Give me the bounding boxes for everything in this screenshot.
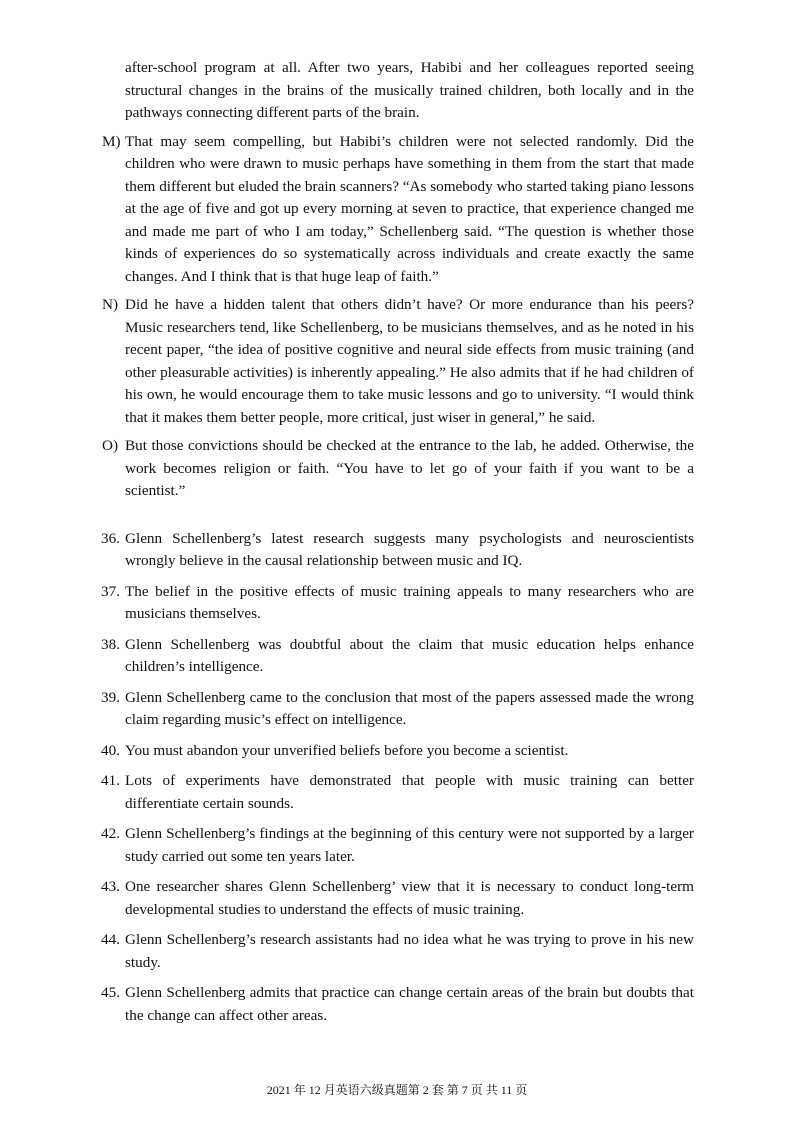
question-text: Glenn Schellenberg’s latest research suggests many psychologists and neuroscientists wrongly believe in the causal relationship between music and IQ. <box>125 529 694 569</box>
question-number: 44. <box>101 931 120 948</box>
question-41 <box>101 770 694 815</box>
question-number: 36. <box>101 529 120 547</box>
question-number: 40. <box>101 741 120 759</box>
question-number: 38. <box>101 635 120 653</box>
question-text: Glenn Schellenberg’s findings at the beginning of this century were not supported by a larger study carried out some ten years later. <box>125 825 694 865</box>
question-42 <box>101 823 694 868</box>
paragraph-o <box>102 435 694 503</box>
passage-continuation: after-school program at all. After two years, Habibi and her colleagues reported seeing structural changes in the brains of the musically trained children, both locally and in the pathways connecting different parts of the brain. <box>125 59 694 121</box>
question-text: Glenn Schellenberg came to the conclusion that most of the papers assessed made the wrong claim regarding music’s effect on intelligence. <box>125 688 694 728</box>
question-number: 42. <box>101 825 120 842</box>
paragraph-n <box>102 294 694 429</box>
question-number: 45. <box>101 984 120 1001</box>
paragraph-text: Did he have a hidden talent that others didn’t have? Or more endurance than his peers? Music researchers tend, like Schellenberg, to be musicians themselves, and as he noted in his recent paper, “the idea of positive cognitive and neural side effects from music training (and other pleasurable activities) is inherently appealing.” He also admits that if he had children of his own, he would encourage them to take music lessons and go to university. “I would think that it makes them better people, more critical, just wiser in general,” he said. <box>125 296 694 426</box>
question-43 <box>101 876 694 921</box>
question-38 <box>101 634 694 679</box>
question-number: 37. <box>101 582 120 600</box>
question-36 <box>101 528 694 573</box>
question-40 <box>101 740 694 763</box>
question-text: The belief in the positive effects of music training appeals to many researchers who are musicians themselves. <box>125 582 694 622</box>
question-text: You must abandon your unverified beliefs before you become a scientist. <box>125 741 569 759</box>
question-text: Glenn Schellenberg’s research assistants had no idea what he was trying to prove in his new study. <box>125 931 694 971</box>
paragraph-text: But those convictions should be checked at the entrance to the lab, he added. Otherwise, the work becomes religion or faith. “You have to let go of your faith if you want to be a scientist.” <box>125 437 694 499</box>
paragraph-text: That may seem compelling, but Habibi’s children were not selected randomly. Did the children who were drawn to music perhaps have something in them from the start that made them different but eluded the brain scanners? “As somebody who started taking piano lessons at the age of five and got up every morning at seven to practice, that experience changed me and made me part of who I am today,” Schellenberg said. “The question is whether those kinds of experiences do so systematically across individuals and create exactly the same changes. And I think that is that huge leap of faith.” <box>125 132 694 285</box>
paragraph-label: O) <box>102 437 119 454</box>
question-text: Glenn Schellenberg admits that practice can change certain areas of the brain but doubts that the change can affect other areas. <box>125 984 694 1024</box>
question-number: 39. <box>101 688 120 706</box>
question-number: 41. <box>101 772 120 789</box>
question-45 <box>101 982 694 1027</box>
question-number: 43. <box>101 878 120 895</box>
question-text: Lots of experiments have demonstrated that people with music training can better differentiate certain sounds. <box>125 772 694 812</box>
paragraph-label: N) <box>102 296 119 313</box>
paragraph-m <box>102 131 694 289</box>
page-content <box>0 57 794 1027</box>
question-39 <box>101 687 694 732</box>
question-44 <box>101 929 694 974</box>
question-text: Glenn Schellenberg was doubtful about the claim that music education helps enhance children’s intelligence. <box>125 635 694 675</box>
paragraph-label: M) <box>102 132 121 150</box>
page-footer: 2021 年 12 月英语六级真题第 2 套 第 7 页 共 11 页 <box>266 1083 528 1097</box>
question-37 <box>101 581 694 626</box>
question-text: One researcher shares Glenn Schellenberg’ view that it is necessary to conduct long-term developmental studies to understand the effects of music training. <box>125 878 694 918</box>
